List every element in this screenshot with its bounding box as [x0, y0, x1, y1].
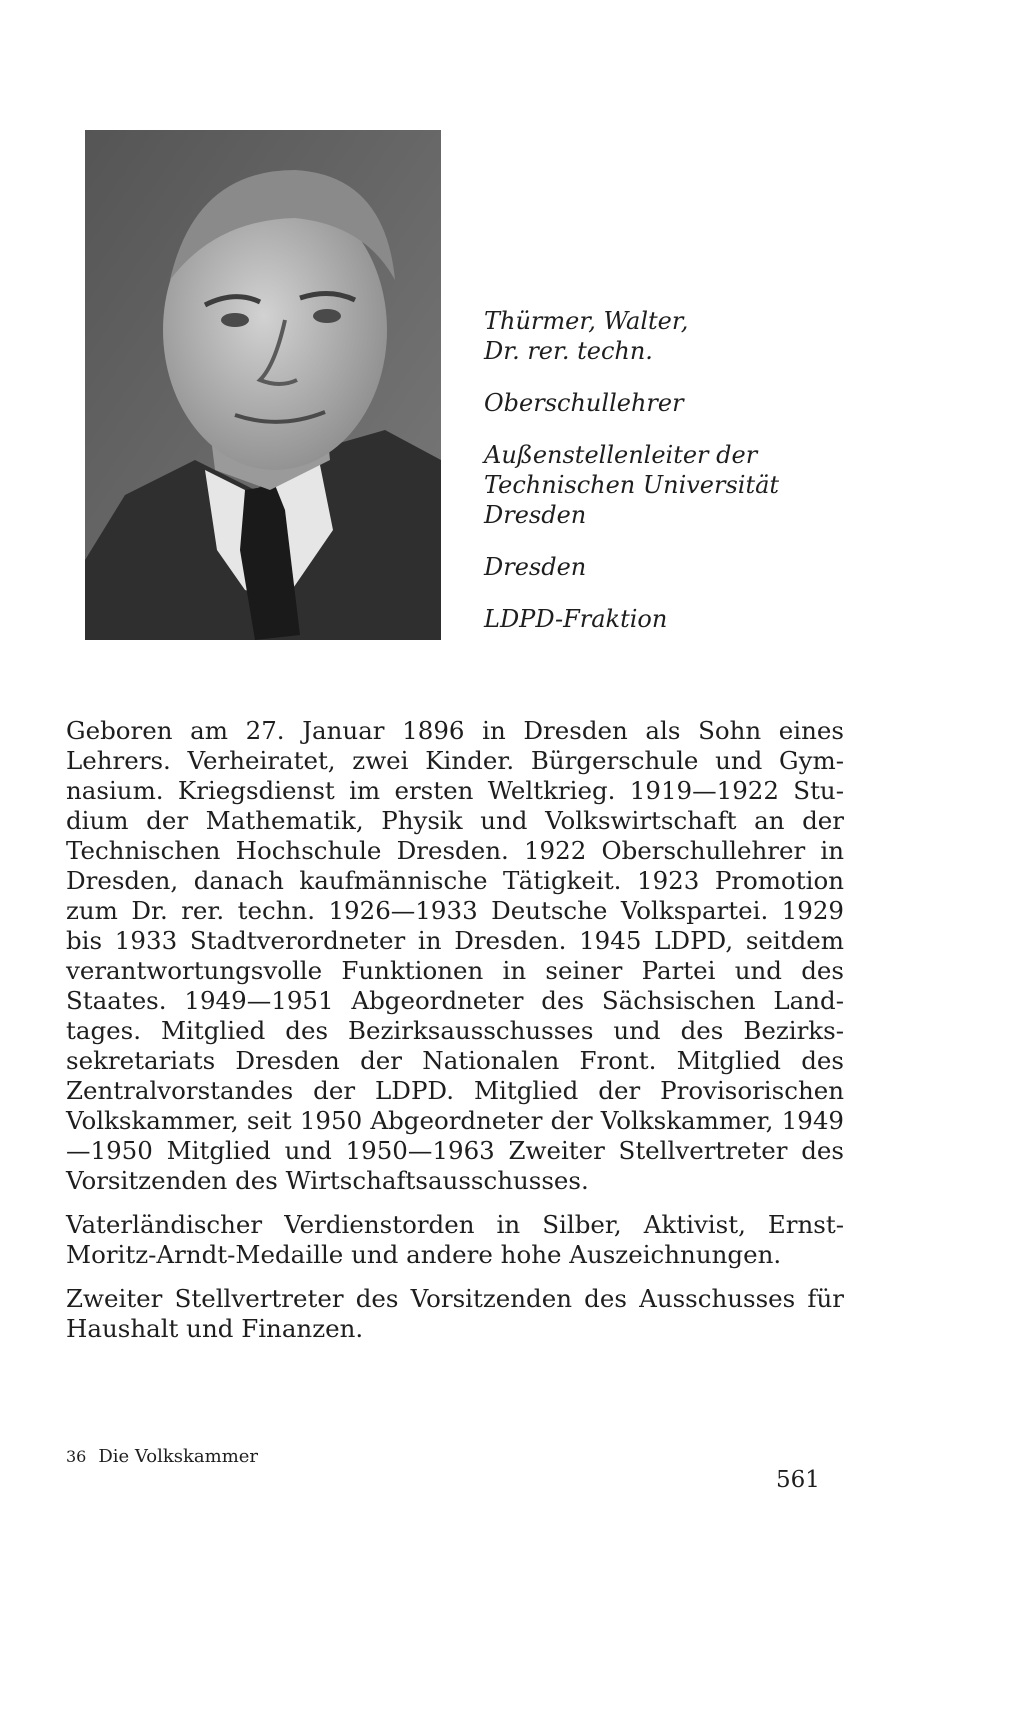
portrait-photo — [85, 130, 441, 640]
position-line-2: Technischen Universität — [484, 471, 780, 499]
caption-block — [484, 306, 904, 634]
biography-paragraph-1: Geboren am 27. Januar 1896 in Dresden als Sohn eines Lehrers. Verheiratet, zwei Kinder. Bürgerschule und Gymnasium. Kriegsdienst im ersten Weltkrieg. 1919—1922 Studium der Mathematik, Physik und Volkswirtschaft an der Technischen Hochschule Dresden. 1922 Oberschullehrer in Dresden, danach kaufmännische Tätigkeit. 1923 Promotion zum Dr. rer. techn. 1926—1933 Deutsche Volkspartei. 1929 bis 1933 Stadtverordneter in Dresden. 1945 LDPD, seitdem verantwortungsvolle Funktionen in seiner Partei und des Staates. 1949—1951 Abgeordneter des Sächsischen Landtages. Mitglied des Bezirksausschusses und des Bezirkssekretariats Dresden der Nationalen Front. Mitglied des Zentralvorstandes der LDPD. Mitglied der Provisorischen Volkskammer, seit 1950 Abgeordneter der Volkskammer, 1949—1950 Mitglied und 1950—1963 Zweiter Stellvertreter des Vorsitzenden des Wirtschaftsausschusses. — [66, 716, 844, 1195]
profession: Oberschullehrer — [484, 389, 684, 417]
place: Dresden — [484, 553, 587, 581]
signature-number: 36 — [66, 1447, 87, 1466]
person-name: Thürmer, Walter, — [484, 307, 689, 335]
page-number: 561 — [776, 1467, 820, 1493]
position-line-1: Außenstellenleiter der — [484, 441, 758, 469]
biography-paragraph-2: Vaterländischer Verdienstorden in Silber, Aktivist, Ernst-Moritz-Arndt-Medaille und andere hohe Auszeichnungen. — [66, 1210, 844, 1269]
biography — [66, 716, 844, 1358]
biography-paragraph-3: Zweiter Stellvertreter des Vorsitzenden des Ausschusses für Haushalt und Finanzen. — [66, 1284, 844, 1343]
signature-line — [66, 1446, 258, 1467]
signature-title: Die Volkskammer — [98, 1446, 259, 1467]
portrait-illustration — [85, 130, 441, 640]
faction: LDPD-Fraktion — [484, 605, 668, 633]
academic-title: Dr. rer. techn. — [484, 337, 653, 365]
position-line-3: Dresden — [484, 501, 587, 529]
